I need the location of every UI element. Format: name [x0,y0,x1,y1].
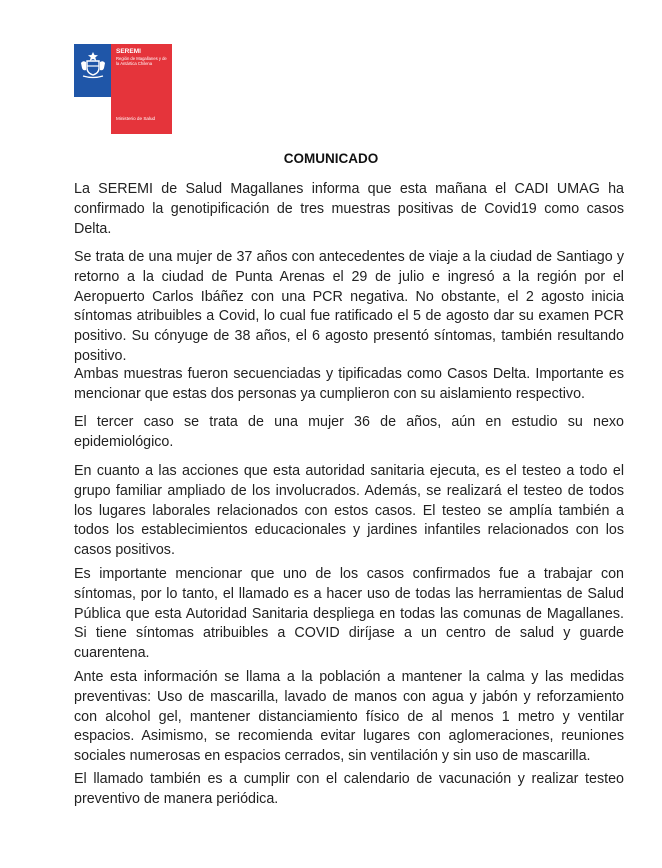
logo-region: Región de Magallanes y de la Antártica Chilena [116,56,167,66]
paragraph-3: Ambas muestras fueron secuenciadas y tipificadas como Casos Delta. Importante es mencionar que estas dos personas ya cumplieron con su aislamiento respectivo. [74,366,624,402]
logo-title: SEREMI [116,48,141,55]
logo-ministry: Ministerio de Salud [116,116,156,121]
paragraph-7: Ante esta información se llama a la población a mantener la calma y las medidas preventivas: Uso de mascarilla, lavado de manos con agua y jabón y reforzamiento con alcohol gel, mantener distanciamiento físico de al menos 1 metro y ventilar espacios. Asimismo, se recomienda evitar lugares con aglomeraciones, reuniones sociales numerosas en espacios cerrados, sin ventilación y sin uso de mascarilla. [74,669,624,765]
paragraph-8: El llamado también es a cumplir con el calendario de vacunación y realizar testeo preventivo de manera periódica. [74,771,624,807]
paragraph-1: La SEREMI de Salud Magallanes informa que esta mañana el CADI UMAG ha confirmado la genotipificación de tres muestras positivas de Covid19 como casos Delta. [74,181,624,237]
paragraph-6: Es importante mencionar que uno de los casos confirmados fue a trabajar con síntomas, por lo tanto, el llamado es a hacer uso de todas las herramientas de Salud Pública que esta Autoridad Sanitaria despliega en todas las comunas de Magallanes. Si tiene síntomas atribuibles a COVID diríjase a un centro de salud y guarde cuarentena. [74,566,624,662]
paragraph-2: Se trata de una mujer de 37 años con antecedentes de viaje a la ciudad de Santiago y retorno a la ciudad de Punta Arenas el 29 de julio e ingresó a la región por el Aeropuerto Carlos Ibáñez con una PCR negativa. No obstante, el 2 agosto inicia síntomas atribuibles a Covid, lo cual fue ratificado el 5 de agosto dar su examen PCR positivo. Su cónyuge de 38 años, el 6 agosto presentó síntomas, también resultando positivo. [74,249,624,364]
document-title: COMUNICADO [283,151,379,166]
paragraph-5: En cuanto a las acciones que esta autoridad sanitaria ejecuta, es el testeo a todo el grupo familiar ampliado de los involucrados. Además, se realizará el testeo de todos los lugares laborales relacionados con estos casos. El testeo se amplía también a todos los establecimientos educacionales y jardines infantiles relacionados con los casos positivos. [74,463,624,559]
paragraph-4: El tercer caso se trata de una mujer 36 de años, aún en estudio su nexo epidemiológico. [74,414,624,450]
seremi-logo [74,44,172,134]
chile-coat-of-arms-icon [78,50,108,80]
